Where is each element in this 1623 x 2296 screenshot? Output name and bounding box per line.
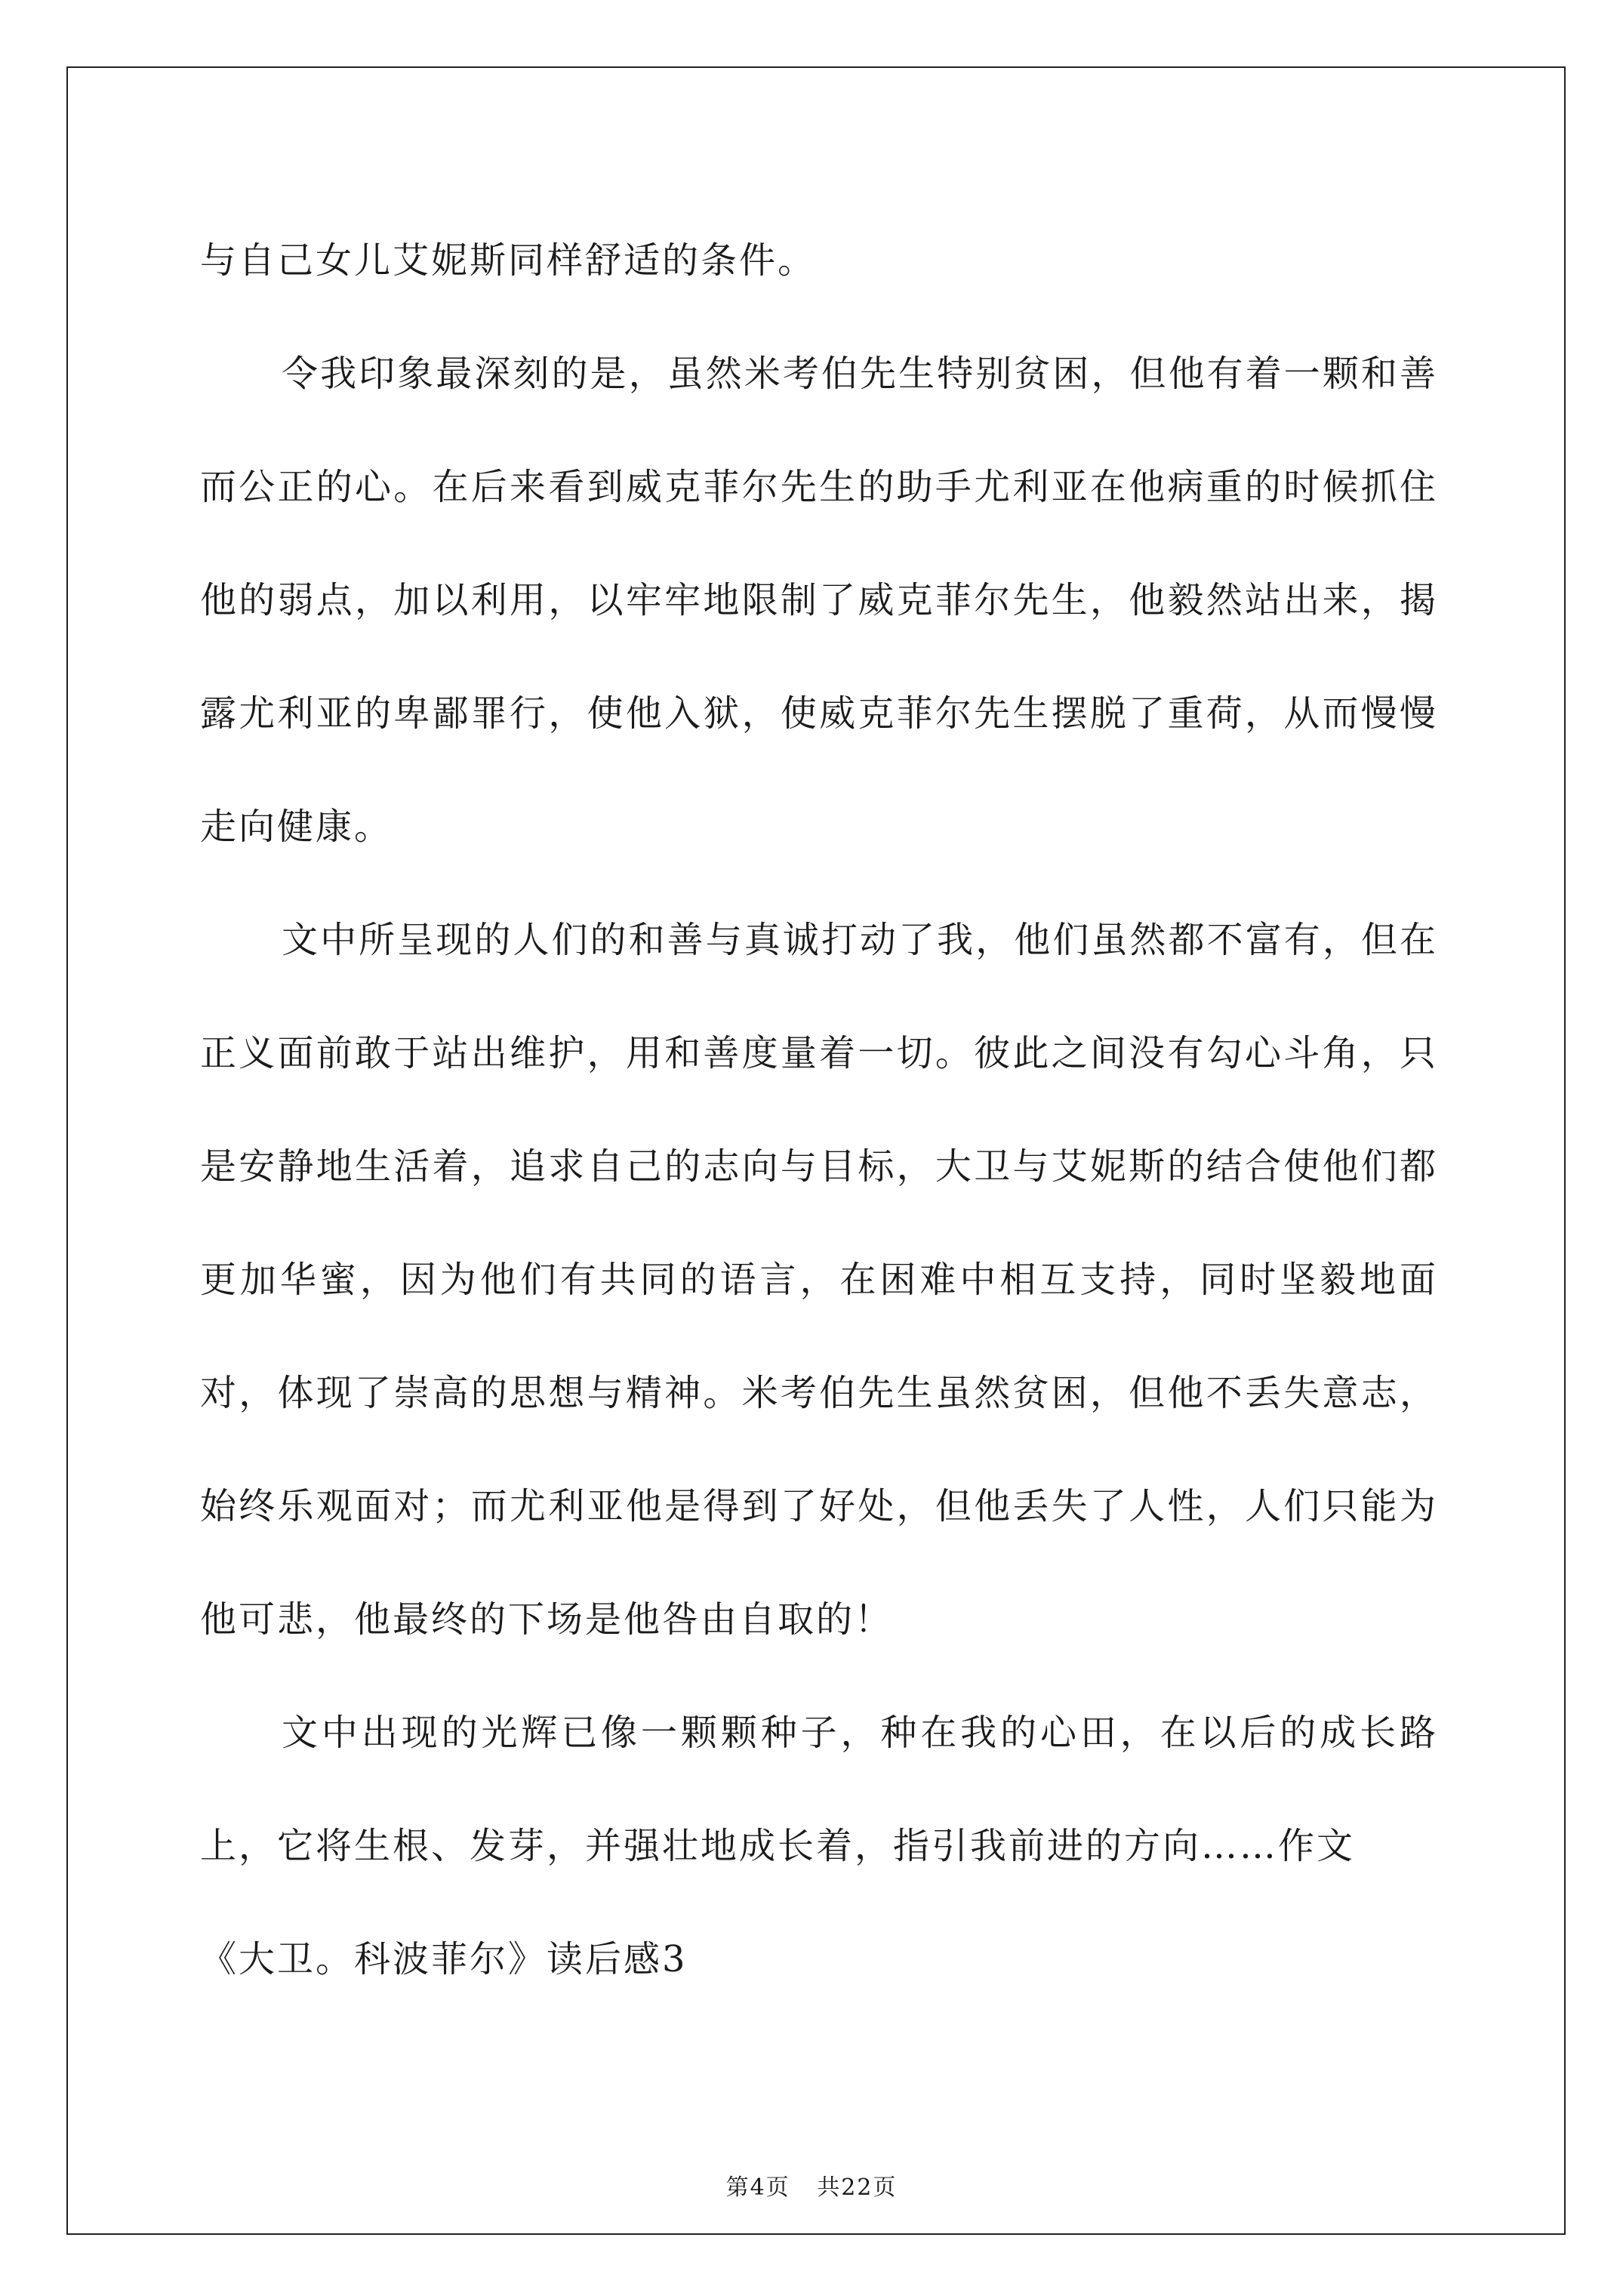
page-number-current: 第4页 bbox=[725, 2174, 790, 2201]
section-heading: 《大卫。科波菲尔》读后感3 bbox=[200, 1938, 688, 1980]
page-number-total: 共22页 bbox=[817, 2174, 898, 2201]
paragraph-3: 文中所呈现的人们的和善与真诚打动了我，他们虽然都不富有，但在正义面前敢于站出维护，用和善度量着一切。彼此之间没有勾心斗角，只是安静地生活着，追求自己的志向与目标，大卫与艾妮斯的结合使他们都更加华蜜，因为他们有共同的语言，在困难中相互支持，同时坚毅地面对，体现了崇高的思想与精神。米考伯先生虽然贫困，但他不丢失意志，始终乐观面对；而尤利亚他是得到了好处，但他丢失了人性，人们只能为他可悲，他最终的下场是他咎由自取的！ bbox=[200, 919, 1438, 1641]
paragraph-1: 与自己女儿艾妮斯同样舒适的条件。 bbox=[200, 239, 817, 282]
paragraph-2: 令我印象最深刻的是，虽然米考伯先生特别贫困，但他有着一颗和善而公正的心。在后来看到威克菲尔先生的助手尤利亚在他病重的时候抓住他的弱点，加以利用，以牢牢地限制了威克菲尔先生，他毅然站出来，揭露尤利亚的卑鄙罪行，使他入狱，使威克菲尔先生摆脱了重荷，从而慢慢走向健康。 bbox=[200, 353, 1438, 848]
page-footer bbox=[0, 2168, 1623, 2202]
document-body bbox=[200, 204, 1438, 2016]
paragraph-4: 文中出现的光辉已像一颗颗种子，种在我的心田，在以后的成长路上，它将生根、发芽，并强壮地成长着，指引我前进的方向……作文 bbox=[200, 1712, 1438, 1867]
